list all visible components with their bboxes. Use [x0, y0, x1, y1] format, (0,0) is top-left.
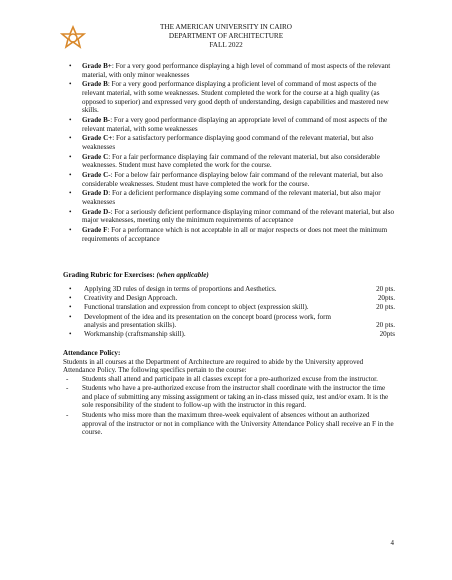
grade-list [63, 62, 395, 243]
list-item: • Grade C-: For a below fair performance displaying below fair command of the relevant material, but also considerable weaknesses. Student must have completed the work for the course. [63, 171, 395, 188]
list-item: • Grade B-: For a very good performance displaying an appropriate level of command of most aspects of the relevant material, with some weaknesses [63, 116, 395, 133]
list-item: - Students who have a pre-authorized excuse from the instructor shall coordinate with the instructor the time and place of submitting any missing assignment or taking an in-class missed quiz, test and/or exam. It is the sole responsibility of the student to follow-up with the instructor in this regard. [63, 384, 395, 410]
list-item: • Grade B+: For a very good performance displaying a high level of command of most aspects of the relevant material, with only minor weaknesses [63, 62, 395, 79]
rubric-list [63, 285, 395, 339]
list-item: • Development of the idea and its presentation on the concept board (process work, form analysis and presentation skills). 20 pts. [63, 313, 395, 330]
list-item: - Students shall attend and participate in all classes except for a pre-authorized excuse from the instructor. [63, 375, 395, 384]
rubric-heading: Grading Rubric for Exercises: (when applicable) [63, 271, 209, 280]
attendance-heading: Attendance Policy: [63, 348, 121, 357]
list-item: • Applying 3D rules of design in terms of proportions and Aesthetics. 20 pts. [63, 285, 395, 294]
list-item: - Students who miss more than the maximum three-week equivalent of absences without an authorized approval of the instructor or not in compliance with the University Attendance Policy shall receive an F in the course. [63, 411, 395, 437]
header-department: DEPARTMENT OF ARCHITECTURE [168, 32, 284, 40]
list-item: • Grade C+: For a satisfactory performance displaying good command of the relevant material, but also weaknesses [63, 134, 395, 151]
header-university: THE AMERICAN UNIVERSITY IN CAIRO [160, 23, 292, 31]
list-item: • Functional translation and expression from concept to object (expression skill). 20 pts. [63, 303, 395, 312]
page-content [63, 62, 395, 438]
list-item: • Workmanship (craftsmanship skill). 20pts [63, 330, 395, 339]
header-term: FALL 2022 [209, 41, 243, 49]
page-number: 4 [390, 539, 394, 547]
list-item: • Grade D-: For a seriously deficient performance displaying minor command of the relevant material, but also major weaknesses, meeting only the minimum requirements of acceptance [63, 208, 395, 225]
attendance-intro: Students in all courses at the Department of Architecture are required to abide by the University approved Attendance Policy. The following specifics pertain to the course: [63, 357, 364, 375]
list-item: • Grade F: For a performance which is not acceptable in all or major respects or does not meet the minimum requirements of acceptance [63, 226, 395, 243]
list-item: • Creativity and Design Approach. 20pts. [63, 294, 395, 303]
document-header [0, 23, 452, 50]
list-item: • Grade D: For a deficient performance displaying some command of the relevant material, but also major weaknesses [63, 189, 395, 206]
list-item: • Grade B: For a very good performance displaying a proficient level of command of most aspects of the relevant material, with some weaknesses. Student completed the work for the course at a high quality (as opposed to superior) and expressed very good depth of understanding, design capabilities and mastered new skills. [63, 80, 395, 114]
attendance-list [63, 375, 395, 437]
list-item: • Grade C: For a fair performance displaying fair command of the relevant material, but also considerable weaknesses. Student must have completed the work for the course. [63, 153, 395, 170]
